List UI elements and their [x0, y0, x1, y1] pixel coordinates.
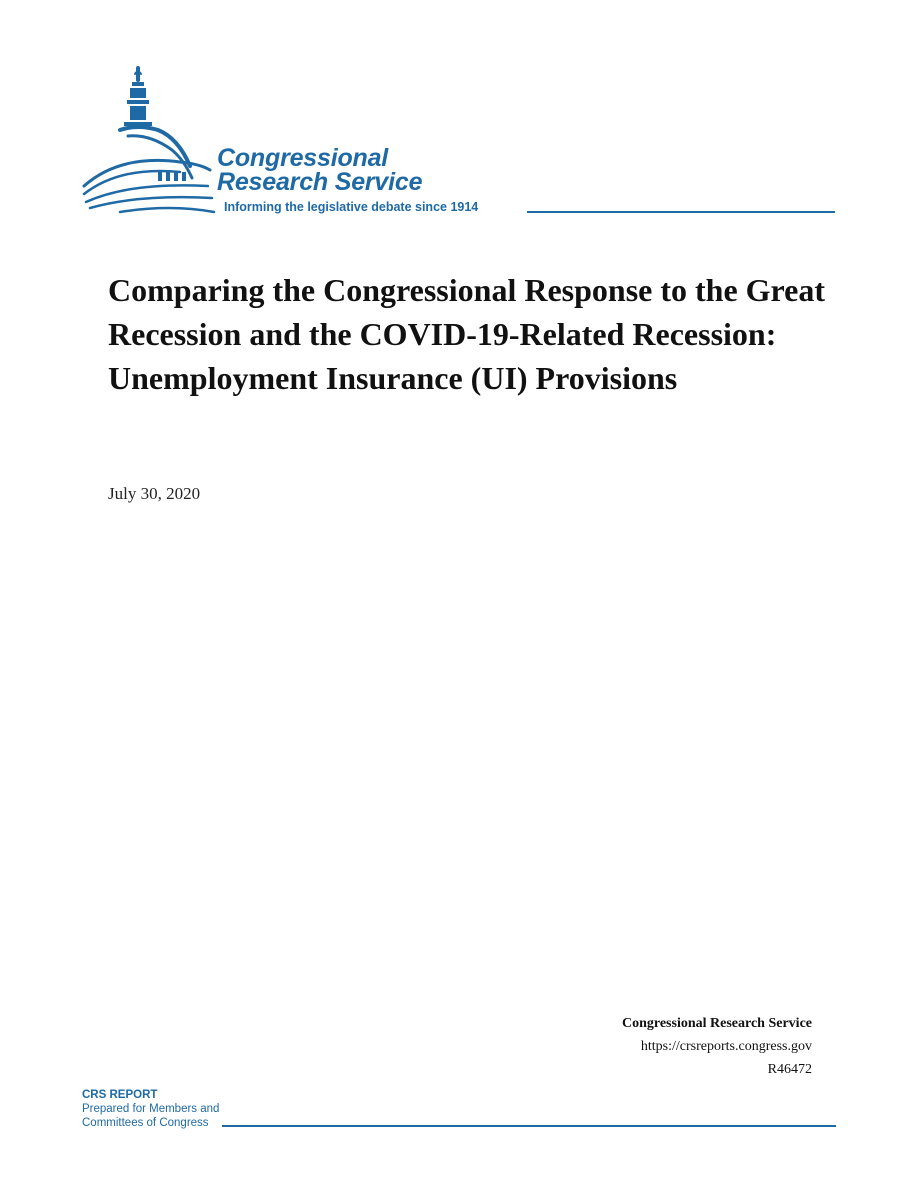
footer-label: CRS REPORT: [82, 1089, 158, 1101]
footer-line-1: Prepared for Members and: [82, 1103, 220, 1115]
report-title: Comparing the Congressional Response to the Great Recession and the COVID-19-Related Recession: Unemployment Insurance (UI) Provisions: [108, 272, 826, 396]
publisher-org: Congressional Research Service: [621, 1016, 812, 1031]
logo-name-line1: Congressional: [217, 144, 389, 172]
capitol-dome-icon: [80, 66, 220, 216]
footer: [82, 1088, 838, 1138]
footer-line-2: Committees of Congress: [82, 1117, 209, 1129]
logo-divider: [527, 211, 835, 213]
publisher-block: [622, 1012, 812, 1081]
report-number: R46472: [767, 1062, 812, 1077]
report-date: July 30, 2020: [108, 484, 201, 503]
logo-name-line2: Research Service: [217, 168, 423, 196]
crs-logo: [80, 66, 840, 226]
footer-divider: [222, 1125, 836, 1127]
crs-logo-wordmark: [217, 146, 422, 194]
publisher-url[interactable]: https://crsreports.congress.gov: [640, 1039, 812, 1054]
logo-tagline: Informing the legislative debate since 1914: [224, 200, 479, 214]
